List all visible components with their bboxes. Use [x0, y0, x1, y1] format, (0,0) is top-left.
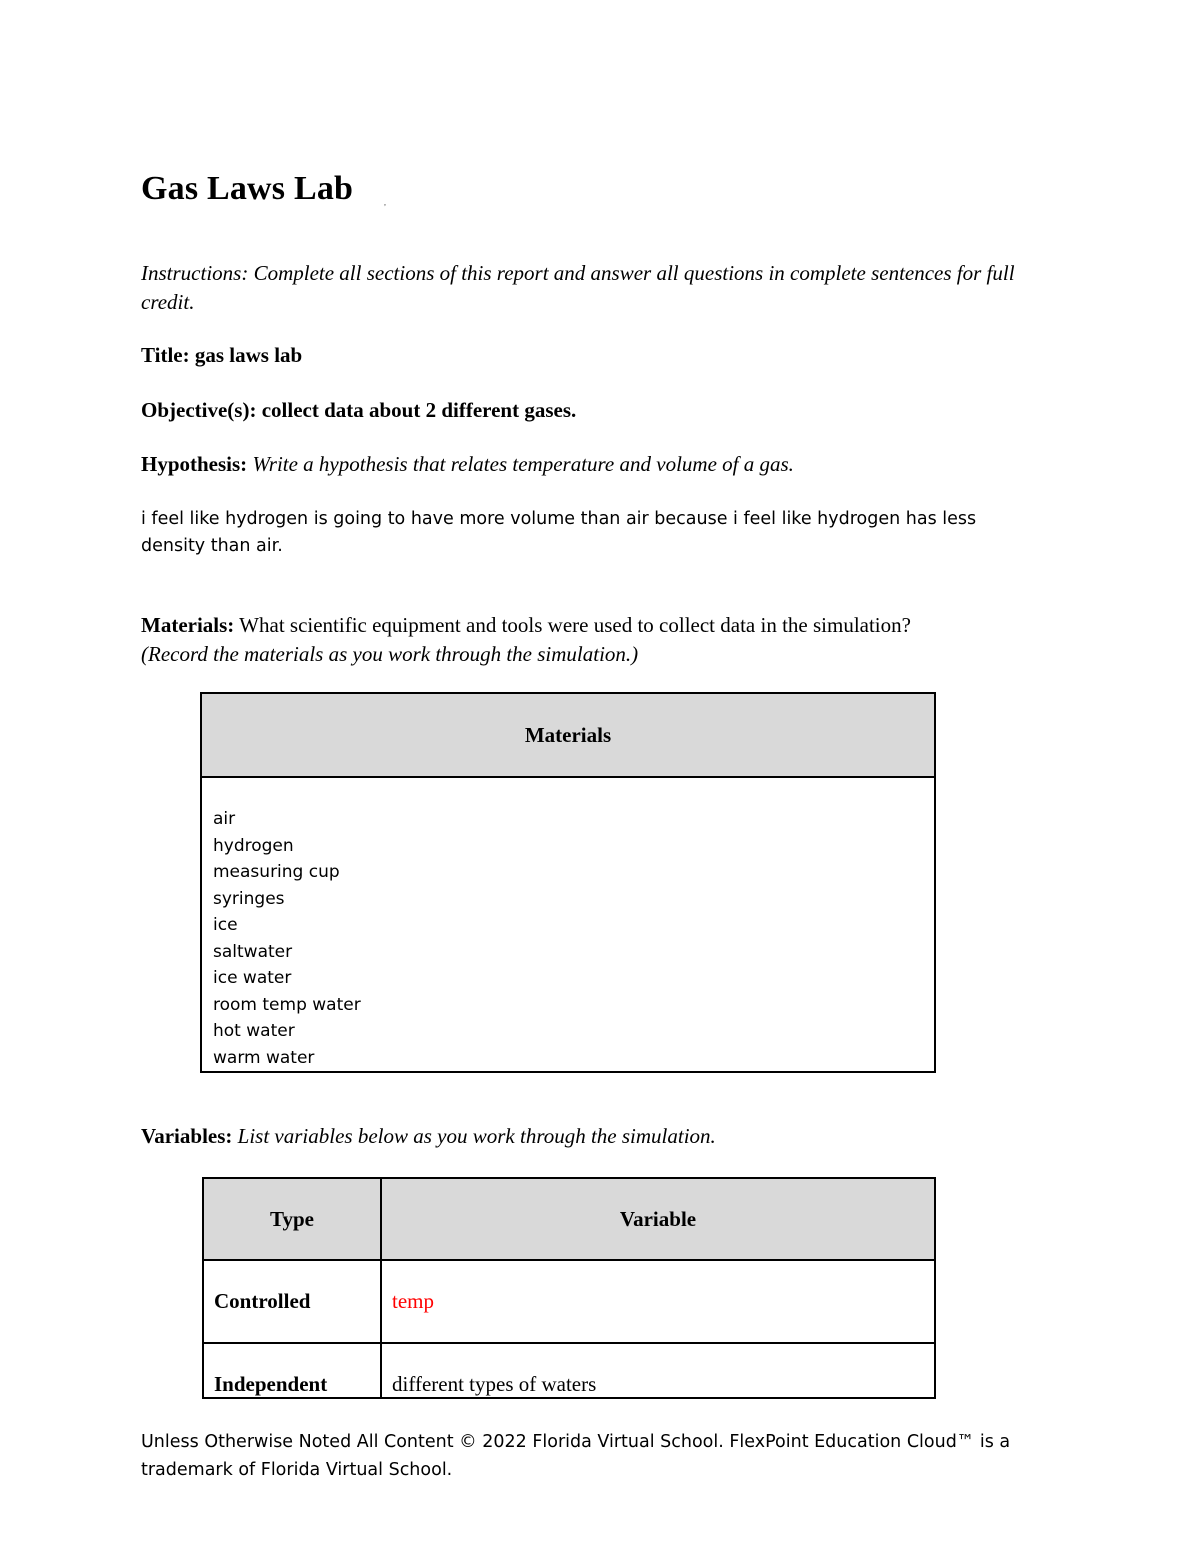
- variable-value: different types of waters: [381, 1343, 935, 1398]
- objective-label: Objective(s):: [141, 398, 257, 422]
- variables-prompt: List variables below as you work through the simulation.: [237, 1124, 716, 1148]
- materials-table-body: [201, 777, 935, 1072]
- objective-value: collect data about 2 different gases.: [261, 398, 577, 422]
- title-field-label: Title:: [141, 343, 190, 367]
- variable-value: temp: [381, 1260, 935, 1343]
- title-field-value: gas laws lab: [194, 343, 303, 367]
- material-item: measuring cup: [213, 862, 340, 882]
- page-title: Gas Laws Lab: [141, 170, 354, 207]
- variables-field: [141, 1122, 716, 1151]
- material-item: room temp water: [213, 994, 361, 1015]
- materials-prompt: What scientific equipment and tools were used to collect data in the simulation?: [239, 613, 911, 637]
- material-item: hydrogen: [213, 835, 294, 856]
- variable-type: Controlled: [203, 1260, 381, 1343]
- materials-list: [202, 778, 934, 1071]
- table-row: [203, 1343, 935, 1398]
- material-item: syringes: [213, 888, 285, 909]
- title-field: [141, 341, 302, 370]
- material-item: ice water: [213, 968, 292, 988]
- variables-header-type: Type: [203, 1178, 381, 1260]
- variables-header-variable: Variable: [381, 1178, 935, 1260]
- hypothesis-label: Hypothesis:: [141, 452, 248, 476]
- materials-note: (Record the materials as you work through the simulation.): [141, 642, 639, 666]
- footer-copyright: Unless Otherwise Noted All Content © 2022 Florida Virtual School. FlexPoint Education Cloud™ is a trademark of Florida Virtual School.: [141, 1432, 1011, 1480]
- materials-label: Materials:: [141, 613, 235, 637]
- material-item: hot water: [213, 1021, 295, 1041]
- table-row: [203, 1260, 935, 1343]
- material-item: saltwater: [213, 941, 293, 962]
- variables-label: Variables:: [141, 1124, 233, 1148]
- hypothesis-field: [141, 450, 794, 479]
- title-mark: ,: [384, 198, 386, 207]
- materials-field: [141, 611, 1041, 669]
- variables-table: [202, 1177, 936, 1399]
- objective-field: [141, 396, 576, 425]
- instructions: Instructions: Complete all sections of this report and answer all questions in complete sentences for full credit.: [141, 261, 1015, 314]
- material-item: air: [213, 809, 236, 829]
- hypothesis-prompt: Write a hypothesis that relates temperature and volume of a gas.: [252, 452, 794, 476]
- material-item: warm water: [213, 1047, 315, 1068]
- material-item: ice: [213, 915, 238, 935]
- variable-type: Independent: [203, 1343, 381, 1398]
- hypothesis-answer: i feel like hydrogen is going to have more volume than air because i feel like hydrogen has less density than air.: [141, 509, 977, 556]
- materials-table-header: Materials: [201, 693, 935, 777]
- materials-table: [200, 692, 936, 1073]
